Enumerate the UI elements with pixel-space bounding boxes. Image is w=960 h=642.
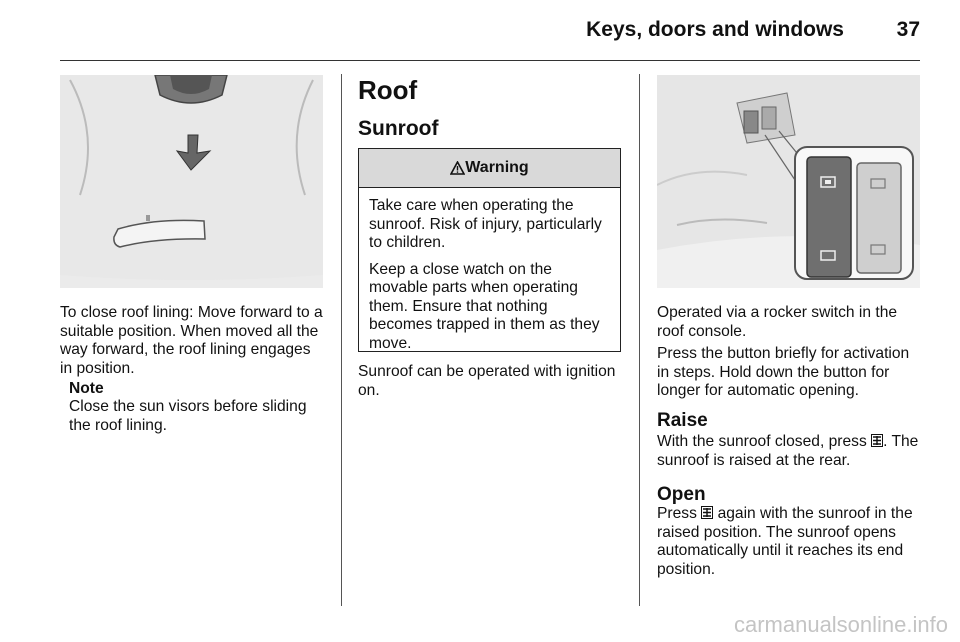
open-text-end: again with the sunroof in the raised position. The sunroof opens automatically until it reaches its end position. [657, 505, 913, 578]
sunroof-button-icon [871, 434, 883, 447]
sunroof-button-icon [701, 506, 713, 519]
note-text: Close the sun visors before sliding the roof lining. [69, 398, 307, 434]
raise-text [657, 433, 922, 470]
rocker-switch-drawing [657, 75, 920, 288]
raise-text-start: With the sunroof closed, press [657, 433, 867, 450]
header-divider [60, 60, 920, 61]
note-heading: Note [69, 380, 104, 397]
raise-text-end: . The sunroof is raised at the rear. [657, 433, 919, 469]
warning-triangle-icon [450, 161, 465, 175]
open-text [657, 505, 922, 579]
col3-paragraph-1: Operated via a rocker switch in the roof console. [657, 304, 898, 340]
heading-sunroof: Sunroof [358, 117, 439, 140]
open-text-start: Press [657, 505, 697, 522]
col1-paragraph: To close roof lining: Move forward to a suitable position. When moved all the way forward, the roof lining engages in position. [60, 304, 323, 377]
rocker-switch-illustration [657, 75, 920, 288]
heading-raise: Raise [657, 410, 708, 431]
heading-open: Open [657, 484, 706, 505]
column-divider-2 [639, 74, 640, 606]
warning-box [358, 148, 621, 352]
col2-paragraph: Sunroof can be operated with ignition on. [358, 363, 616, 399]
heading-roof: Roof [358, 75, 418, 105]
warning-paragraph-2: Keep a close watch on the movable parts when operating them. Ensure that nothing becomes trapped in them as they move. [369, 260, 600, 352]
section-title: Keys, doors and windows [586, 18, 844, 41]
roof-lining-illustration [60, 75, 323, 288]
column-divider-1 [341, 74, 342, 606]
watermark-text: carmanualsonline.info [733, 612, 948, 637]
roof-lining-drawing [60, 75, 323, 288]
col3-paragraph-2: Press the button briefly for activation in steps. Hold down the button for longer for automatic opening. [657, 345, 910, 399]
page-number: 37 [896, 18, 920, 41]
warning-paragraph-1: Take care when operating the sunroof. Risk of injury, particularly to children. [369, 197, 602, 251]
warning-title: Warning [465, 159, 529, 176]
warning-header [359, 149, 620, 188]
